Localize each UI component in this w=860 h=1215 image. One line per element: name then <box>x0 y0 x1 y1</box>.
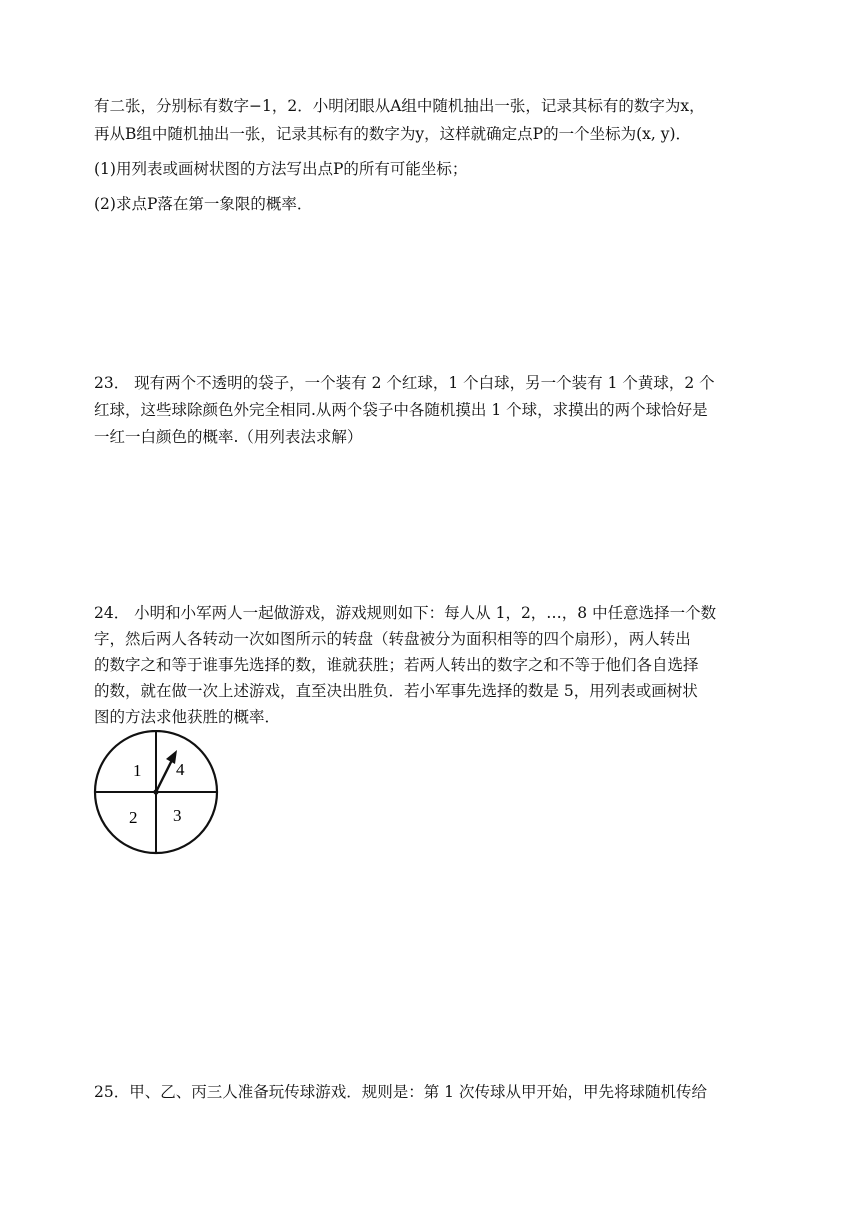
q25-line-1: 25．甲、乙、丙三人准备玩传球游戏．规则是：第 1 次传球从甲开始，甲先将球随机传给 <box>94 1083 707 1101</box>
q23-line-3: 一红一白颜色的概率.（用列表法求解） <box>94 428 363 446</box>
intro-line-1: 有二张，分别标有数字−1，2．小明闭眼从A组中随机抽出一张，记录其标有的数字为x， <box>94 97 705 115</box>
spinner-arrow-shaft <box>156 758 173 792</box>
q24-line-4: 的数，就在做一次上述游戏，直至决出胜负．若小军事先选择的数是 5，用列表或画树状 <box>94 682 698 700</box>
intro-part-1: (1)用列表或画树状图的方法写出点P的所有可能坐标； <box>94 160 468 178</box>
spinner-sector-label-3: 3 <box>173 806 182 825</box>
intro-part-2: (2)求点P落在第一象限的概率． <box>94 195 313 213</box>
q24-line-1: 24． 小明和小军两人一起做游戏，游戏规则如下：每人从 1，2，…，8 中任意选择一个数 <box>94 604 717 622</box>
spinner-figure <box>93 730 223 856</box>
spinner-sector-label-4: 4 <box>176 760 185 779</box>
q24-line-3: 的数字之和等于谁事先选择的数，谁就获胜；若两人转出的数字之和不等于他们各自选择 <box>94 656 699 674</box>
intro-line-2: 再从B组中随机抽出一张，记录其标有的数字为y，这样就确定点P的一个坐标为(x, y)． <box>94 125 692 143</box>
q23-line-1: 23． 现有两个不透明的袋子，一个装有 2 个红球，1 个白球，另一个装有 1 个黄球，2 个 <box>94 374 715 392</box>
q23-line-2: 红球，这些球除颜色外完全相同.从两个袋子中各随机摸出 1 个球，求摸出的两个球恰好是 <box>94 401 708 419</box>
spinner-sector-label-1: 1 <box>133 761 142 780</box>
spinner-center-dot <box>153 789 158 794</box>
q24-line-5: 图的方法求他获胜的概率． <box>94 708 281 726</box>
q24-line-2: 字，然后两人各转动一次如图所示的转盘（转盘被分为面积相等的四个扇形），两人转出 <box>94 630 691 648</box>
spinner-sector-label-2: 2 <box>129 808 138 827</box>
